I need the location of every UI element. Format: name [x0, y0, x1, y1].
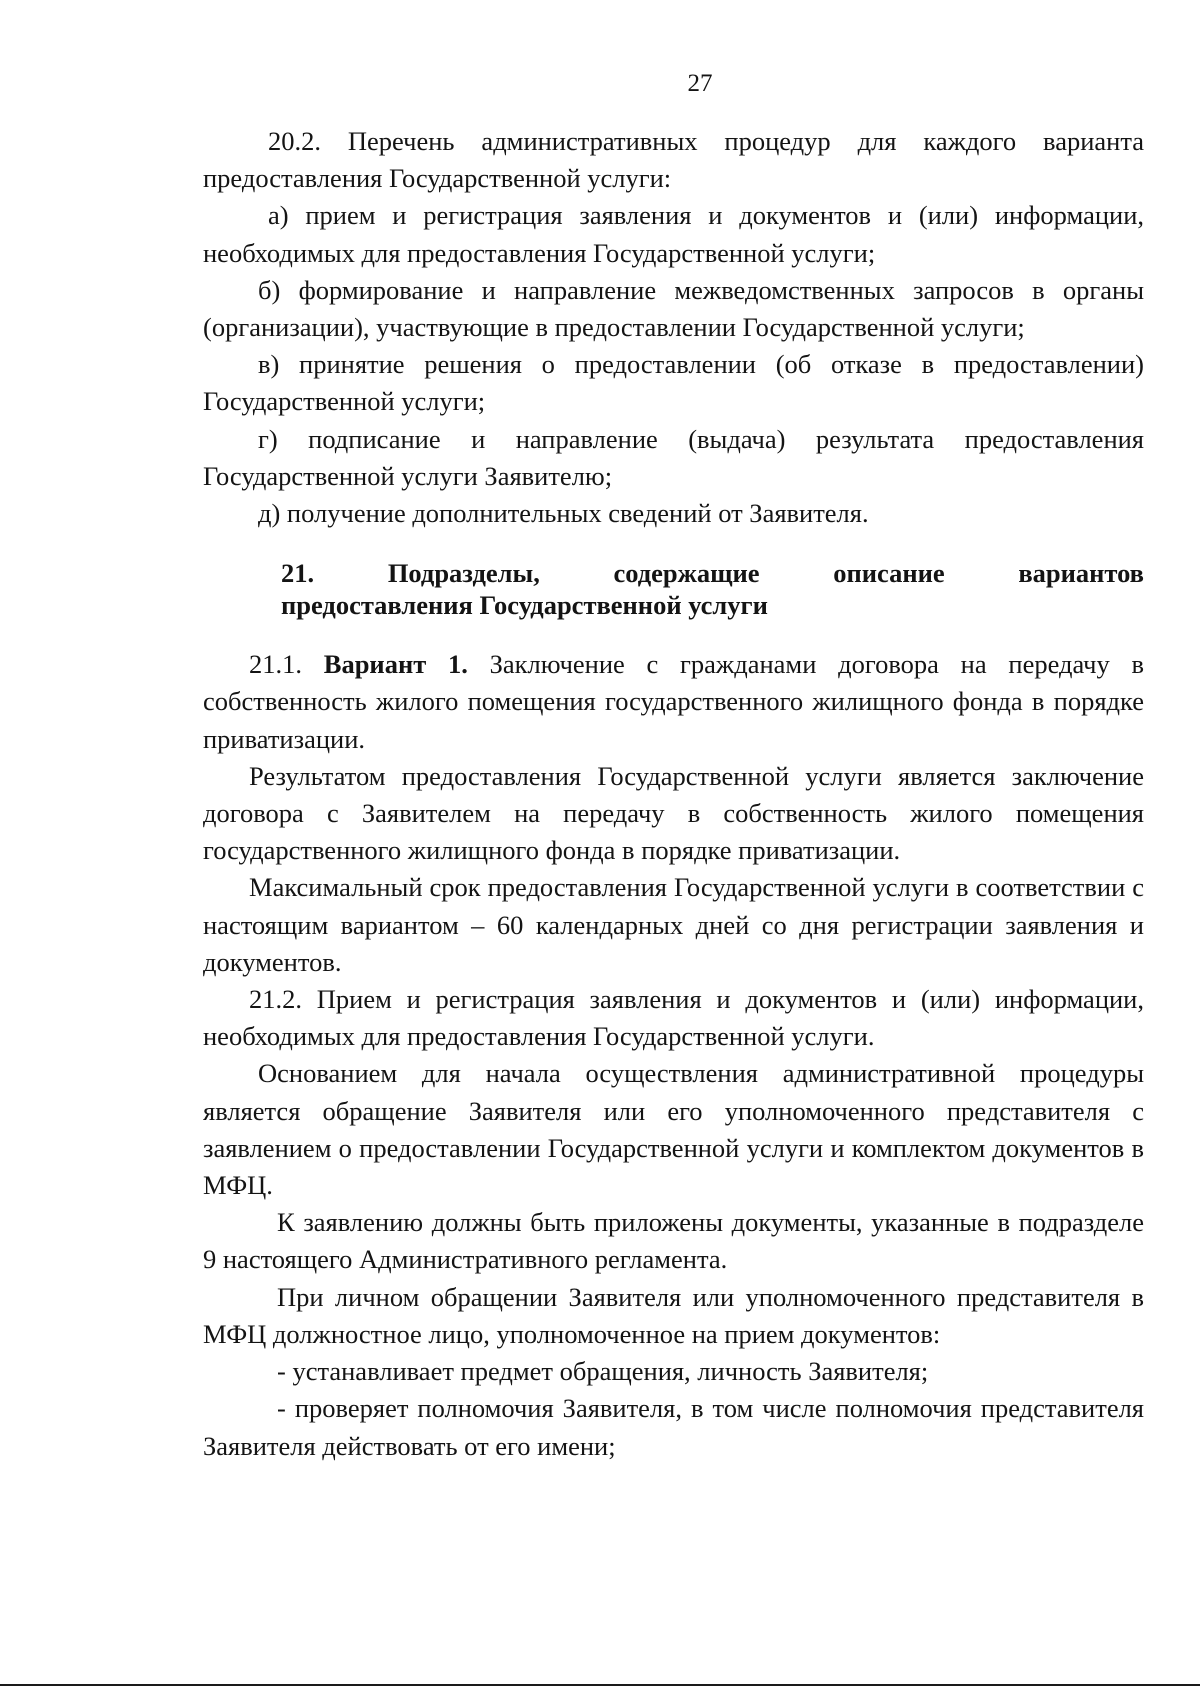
- spacer: [203, 532, 1144, 557]
- variant-1-label: Вариант 1.: [323, 649, 468, 680]
- list-item-a: а) прием и регистрация заявления и документов и (или) информации, необходимых для предоставления Государственной услуги;: [203, 200, 1144, 268]
- list-item-step-1: - устанавливает предмет обращения, личность Заявителя;: [277, 1356, 929, 1387]
- paragraph-20-2-intro: 20.2. Перечень административных процедур для каждого варианта предоставления Государственной услуги:: [203, 126, 1144, 194]
- section-21-heading-line-2: предоставления Государственной услуги: [281, 590, 768, 621]
- bottom-scan-edge: [0, 1684, 1200, 1686]
- list-item-b: б) формирование и направление межведомственных запросов в органы (организации), участвующие в предоставлении Государственной услуги;: [203, 274, 1144, 343]
- paragraph-21-2-attachments: К заявлению должны быть приложены документы, указанные в подразделе 9 настоящего Административного регламента.: [203, 1207, 1144, 1275]
- section-21-heading: [281, 557, 1144, 621]
- paragraph-21-2-title: 21.2. Прием и регистрация заявления и документов и (или) информации, необходимых для предоставления Государственной услуги.: [203, 984, 1144, 1052]
- variant-1-text: Заключение с гражданами договора на передачу в собственность жилого помещения государственного жилищного фонда в порядке приватизации.: [203, 649, 1145, 754]
- list-item-d: д) получение дополнительных сведений от Заявителя.: [258, 498, 869, 529]
- paragraph-variant-1: [203, 646, 1144, 758]
- list-item-v: в) принятие решения о предоставлении (об отказе в предоставлении) Государственной услуги;: [203, 349, 1144, 417]
- paragraph-variant-1-max-term: Максимальный срок предоставления Государственной услуги в соответствии с настоящим вариантом – 60 календарных дней со дня регистрации заявления и документов.: [203, 872, 1144, 977]
- list-item-step-2: - проверяет полномочия Заявителя, в том числе полномочия представителя Заявителя действовать от его имени;: [203, 1393, 1144, 1461]
- page-number: 27: [687, 70, 713, 97]
- spacer: [203, 621, 1144, 646]
- paragraph-21-2-basis: Основанием для начала осуществления административной процедуры является обращение Заявителя или его уполномоченного представителя с заявлением о предоставлении Государственной услуги и комплектом документов в МФЦ.: [203, 1058, 1144, 1201]
- paragraph-21-2-personal-visit: При личном обращении Заявителя или уполномоченного представителя в МФЦ должностное лицо, уполномоченное на прием документов:: [203, 1281, 1144, 1349]
- list-item-g: г) подписание и направление (выдача) результата предоставления Государственной услуги Заявителю;: [203, 423, 1144, 491]
- section-21-heading-line-1: 21. Подразделы, содержащие описание вариантов: [281, 558, 1144, 589]
- paragraph-variant-1-result: Результатом предоставления Государственной услуги является заключение договора с Заявителем на передачу в собственность жилого помещения государственного жилищного фонда в порядке приватизации.: [203, 760, 1144, 866]
- variant-1-number: 21.1.: [249, 649, 302, 680]
- document-body: [203, 123, 1144, 1465]
